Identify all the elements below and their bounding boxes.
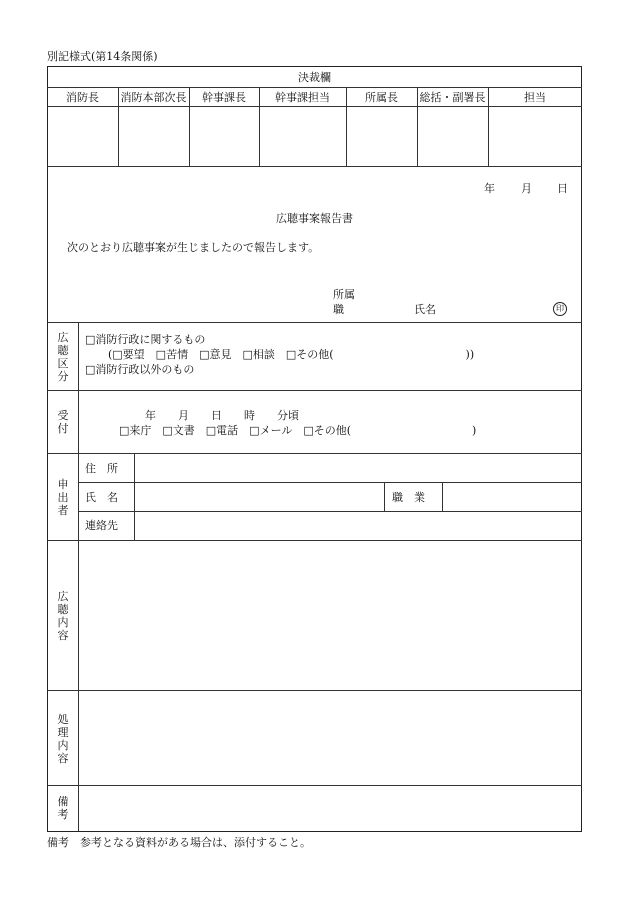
form-frame	[47, 66, 582, 832]
approval-col-general-manager: 総括・副署長	[419, 91, 486, 104]
processing-label: 処理内容	[57, 713, 69, 765]
approval-title-divider	[47, 87, 582, 88]
approval-col-dept-head: 所属長	[365, 91, 398, 104]
applicant-label: 申出者	[57, 478, 69, 517]
category-label: 広聴区分	[57, 331, 69, 383]
occupation-divider-left	[384, 482, 385, 511]
reception-method: □来庁 □文書 □電話 □メール □その他( )	[119, 424, 477, 437]
date-day-label: 日	[557, 182, 568, 195]
label-column-divider	[78, 322, 79, 831]
position-label: 職	[333, 303, 344, 316]
approval-col-fire-chief: 消防長	[66, 91, 99, 104]
approval-col-staff: 担当	[524, 91, 546, 104]
report-title: 広聴事案報告書	[276, 212, 353, 225]
processing-divider	[47, 785, 582, 786]
footnote: 備考 参考となる資料がある場合は、添付すること。	[47, 836, 311, 849]
reporter-name-label: 氏名	[414, 303, 436, 316]
affiliation-label: 所属	[333, 288, 355, 301]
report-intro: 次のとおり広聴事案が生じましたので報告します。	[67, 241, 320, 254]
form-reference: 別記様式(第14条関係)	[47, 50, 158, 63]
occupation-label: 職 業	[392, 491, 425, 504]
applicant-name-label: 氏 名	[85, 491, 118, 504]
occupation-divider-right	[442, 482, 443, 511]
applicant-row-divider	[78, 482, 582, 483]
approval-header-divider	[47, 106, 582, 107]
category-fire-admin-option: □消防行政に関するもの	[85, 333, 206, 346]
date-month-label: 月	[521, 182, 532, 195]
reception-label: 受付	[57, 409, 69, 435]
applicant-row-divider	[78, 511, 582, 512]
seal-mark: 印	[553, 302, 567, 316]
approval-col-section-chief: 幹事課長	[202, 91, 246, 104]
applicant-label-divider	[134, 453, 135, 540]
category-subtypes: (□要望 □苦情 □意見 □相談 □その他( ))	[108, 348, 475, 361]
reception-divider	[47, 453, 582, 454]
approval-title: 決裁欄	[298, 71, 331, 84]
remarks-label: 備考	[57, 795, 69, 821]
content-divider	[47, 690, 582, 691]
report-bottom-divider	[47, 322, 582, 323]
content-label: 広聴内容	[57, 590, 69, 642]
applicant-divider	[47, 540, 582, 541]
approval-col-deputy-chief: 消防本部次長	[120, 91, 187, 104]
contact-label: 連絡先	[85, 519, 118, 532]
approval-col-section-staff: 幹事課担当	[275, 91, 330, 104]
date-year-label: 年	[484, 182, 495, 195]
reception-datetime: 年 月 日 時 分頃	[145, 409, 299, 422]
approval-bottom-divider	[47, 166, 582, 167]
address-label: 住 所	[85, 462, 118, 475]
category-divider	[47, 390, 582, 391]
category-other-option: □消防行政以外のもの	[85, 363, 195, 376]
